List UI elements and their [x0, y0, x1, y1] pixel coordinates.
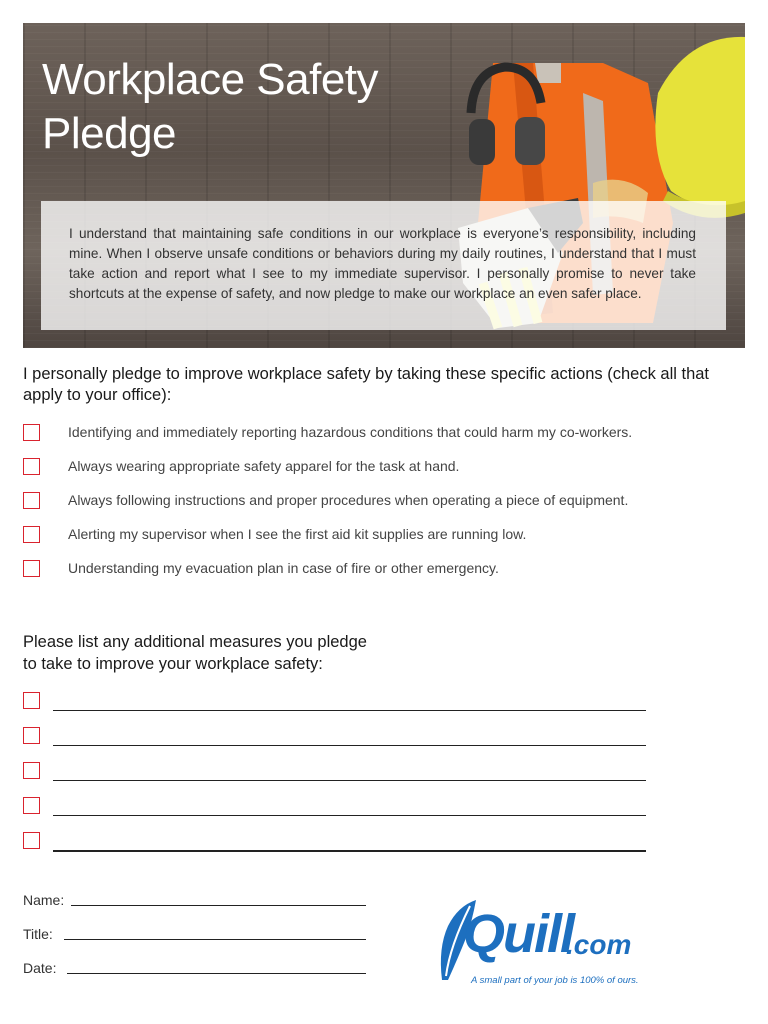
date-line[interactable]	[67, 973, 366, 974]
list-item	[23, 456, 723, 490]
checkbox[interactable]	[23, 832, 40, 849]
quill-logo	[428, 898, 650, 990]
list-item	[23, 692, 653, 727]
checkbox[interactable]	[23, 424, 40, 441]
hero-banner	[23, 23, 745, 348]
write-in-line[interactable]	[53, 780, 646, 781]
checkbox-label: Always following instructions and proper procedures when operating a piece of equipment.	[68, 492, 629, 508]
title-field	[23, 924, 368, 944]
actions-heading: I personally pledge to improve workplace safety by taking these specific actions (check all that apply to your office):	[23, 365, 710, 404]
checkbox[interactable]	[23, 492, 40, 509]
additional-measures-heading: Please list any additional measures you pledge to take to improve your workplace safety:	[23, 633, 367, 673]
logo-tagline: A small part of your job is 100% of ours.	[471, 975, 639, 986]
pledge-statement: I understand that maintaining safe conditions in our workplace is everyone’s responsibility, including mine. When I observe unsafe conditions or behaviors during my daily routines, I understand that I must take action and report what I see to my immediate supervisor. I personally promise to never take shortcuts at the expense of safety, and now pledge to make our workplace an even safer place.	[69, 226, 696, 301]
write-in-line[interactable]	[53, 850, 646, 852]
name-field	[23, 890, 368, 910]
checkbox[interactable]	[23, 727, 40, 744]
logo-wordmark: Quill	[463, 904, 573, 964]
checkbox-label: Always wearing appropriate safety apparel for the task at hand.	[68, 458, 460, 474]
checkbox-label: Understanding my evacuation plan in case of fire or other emergency.	[68, 560, 499, 576]
title-label: Title:	[23, 926, 53, 942]
page-title: Workplace Safety Pledge	[42, 55, 379, 158]
checkbox[interactable]	[23, 526, 40, 543]
list-item	[23, 558, 723, 592]
name-label: Name:	[23, 892, 65, 908]
action-checklist	[23, 422, 723, 592]
additional-measures-list	[23, 692, 653, 867]
checkbox-label: Alerting my supervisor when I see the first aid kit supplies are running low.	[68, 526, 527, 542]
write-in-line[interactable]	[53, 815, 646, 816]
write-in-line[interactable]	[53, 710, 646, 711]
checkbox[interactable]	[23, 458, 40, 475]
logo-domain: .com	[566, 929, 632, 960]
write-in-line[interactable]	[53, 745, 646, 746]
checkbox-label: Identifying and immediately reporting hazardous conditions that could harm my co-workers.	[68, 424, 633, 440]
checkbox[interactable]	[23, 797, 40, 814]
pledge-statement-box	[41, 201, 726, 330]
title-line[interactable]	[64, 939, 366, 940]
date-field	[23, 958, 368, 978]
date-label: Date:	[23, 960, 57, 976]
list-item	[23, 797, 653, 832]
list-item	[23, 524, 723, 558]
list-item	[23, 422, 723, 456]
checkbox[interactable]	[23, 692, 40, 709]
list-item	[23, 832, 653, 867]
list-item	[23, 762, 653, 797]
list-item	[23, 727, 653, 762]
list-item	[23, 490, 723, 524]
name-line[interactable]	[71, 905, 366, 906]
checkbox[interactable]	[23, 560, 40, 577]
checkbox[interactable]	[23, 762, 40, 779]
